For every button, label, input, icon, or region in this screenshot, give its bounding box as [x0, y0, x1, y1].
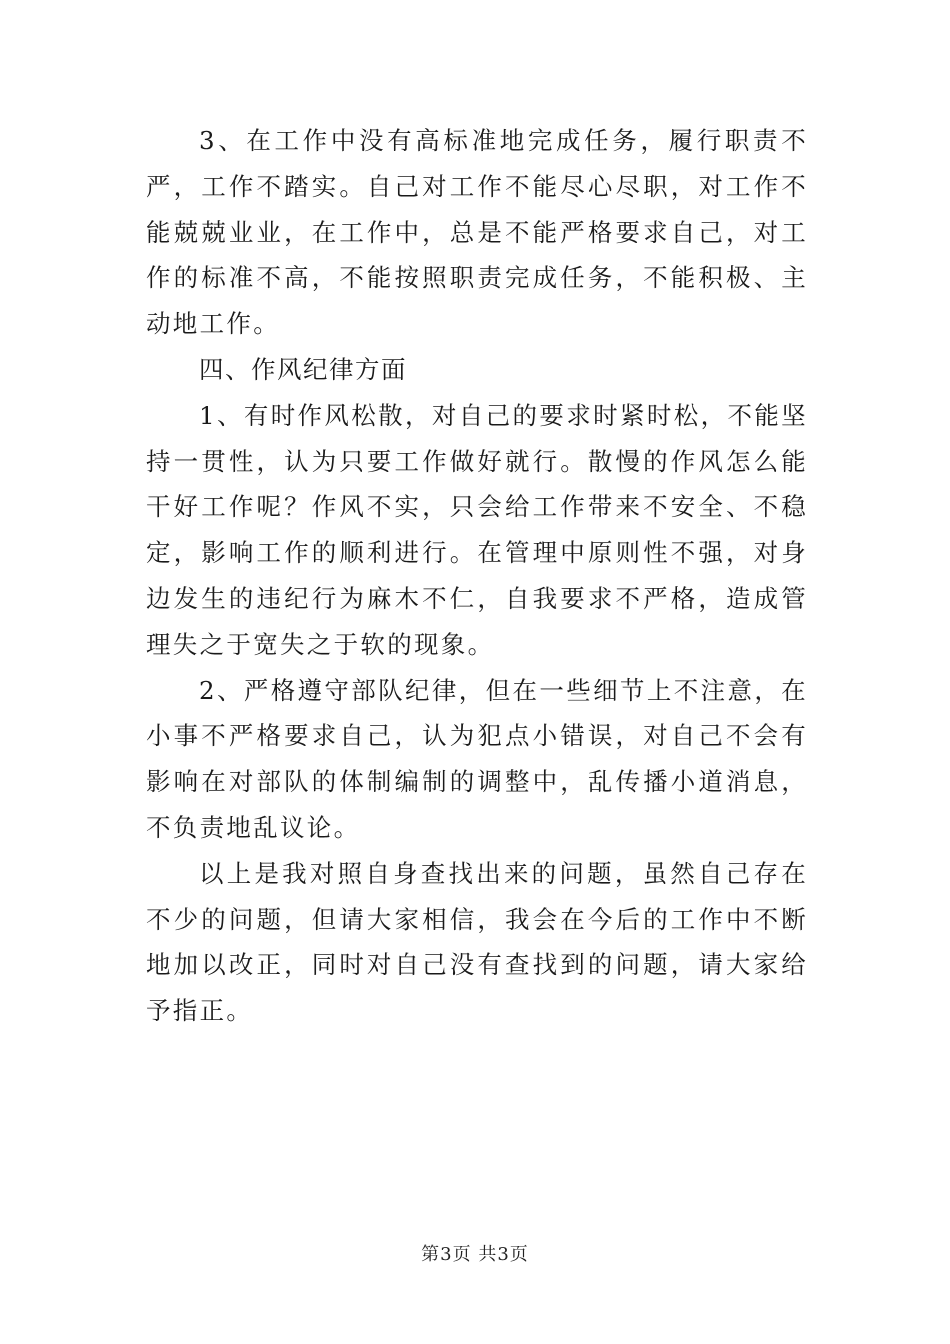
- paragraph-item-3: 3、在工作中没有高标准地完成任务，履行职责不严，工作不踏实。自己对工作不能尽心尽职，对工作不能兢兢业业，在工作中，总是不能严格要求自己，对工作的标准不高，不能按照职责完成任务，不能积极、主动地工作。: [146, 126, 808, 339]
- paragraph-discipline-2: 2、严格遵守部队纪律，但在一些细节上不注意，在小事不严格要求自己，认为犯点小错误，对自己不会有影响在对部队的体制编制的调整中，乱传播小道消息，不负责地乱议论。: [146, 675, 808, 842]
- paragraph-discipline-1: 1、有时作风松散，对自己的要求时紧时松，不能坚持一贯性，认为只要工作做好就行。散慢的作风怎么能干好工作呢？作风不实，只会给工作带来不安全、不稳定，影响工作的顺利进行。在管理中原则性不强，对身边发生的违纪行为麻木不仁，自我要求不严格，造成管理失之于宽失之于软的现象。: [146, 400, 808, 659]
- paragraph-conclusion: 以上是我对照自身查找出来的问题，虽然自己存在不少的问题，但请大家相信，我会在今后的工作中不断地加以改正，同时对自己没有查找到的问题，请大家给予指正。: [146, 858, 808, 1026]
- section-heading-discipline: 四、作风纪律方面: [199, 354, 407, 384]
- document-body: [146, 118, 808, 1034]
- page-footer: 第3页 共3页: [421, 1244, 529, 1265]
